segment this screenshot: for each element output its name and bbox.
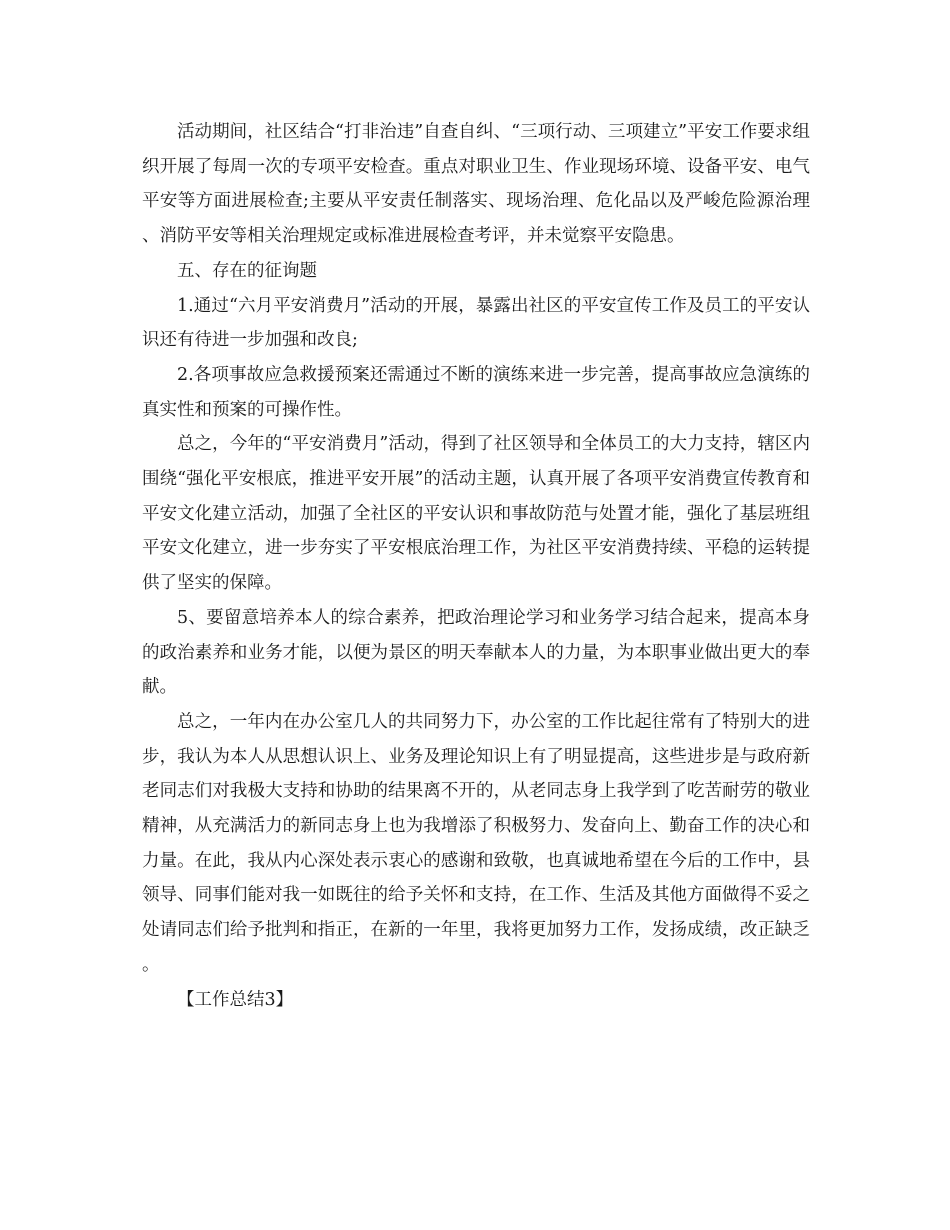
paragraph-item-5: 5、要留意培养本人的综合素养，把政治理论学习和业务学习结合起来，提高本身的政治素养和业务才能，以便为景区的明天奉献本人的力量，为本职事业做出更大的奉献。: [142, 607, 810, 698]
paragraph-summary-safety-month: 总之，今年的“平安消费月”活动，得到了社区领导和全体员工的大力支持，辖区内围绕“强化平安根底，推进平安开展”的活动主题，认真开展了各项平安消费宣传教育和平安文化建立活动，加强了全社区的平安认识和事故防范与处置才能，强化了基层班组平安文化建立，进一步夯实了平安根底治理工作，为社区平安消费持续、平稳的运转提供了坚实的保障。: [142, 434, 810, 594]
paragraph-problem-1: 1.通过“六月平安消费月”活动的开展，暴露出社区的平安宣传工作及员工的平安认识还有待进一步加强和改良;: [142, 295, 810, 351]
paragraph-problem-2: 2.各项事故应急救援预案还需通过不断的演练来进一步完善，提高事故应急演练的真实性和预案的可操作性。: [142, 364, 810, 420]
section-heading-work-summary-3: 【工作总结3】: [177, 989, 294, 1010]
document-body: [142, 115, 810, 1017]
section-heading-problems: 五、存在的征询题: [177, 260, 317, 281]
paragraph-summary-office: 总之，一年内在办公室几人的共同努力下，办公室的工作比起往常有了特别大的进步，我认为本人从思想认识上、业务及理论知识上有了明显提高，这些进步是与政府新老同志们对我极大支持和协助的结果离不开的，从老同志身上我学到了吃苦耐劳的敬业精神，从充满活力的新同志身上也为我增添了积极努力、发奋向上、勤奋工作的决心和力量。在此，我从内心深处表示衷心的感谢和致敬，也真诚地希望在今后的工作中，县领导、同事们能对我一如既往的给予关怀和支持，在工作、生活及其他方面做得不妥之处请同志们给予批判和指正，在新的一年里，我将更加努力工作，发扬成绩，改正缺乏。: [142, 711, 810, 975]
paragraph-safety-inspection: 活动期间，社区结合“打非治违”自查自纠、“三项行动、三项建立”平安工作要求组织开展了每周一次的专项平安检查。重点对职业卫生、作业现场环境、设备平安、电气平安等方面进展检查;主要从平安责任制落实、现场治理、危化品以及严峻危险源治理、消防平安等相关治理规定或标准进展检查考评，并未觉察平安隐患。: [142, 122, 810, 247]
